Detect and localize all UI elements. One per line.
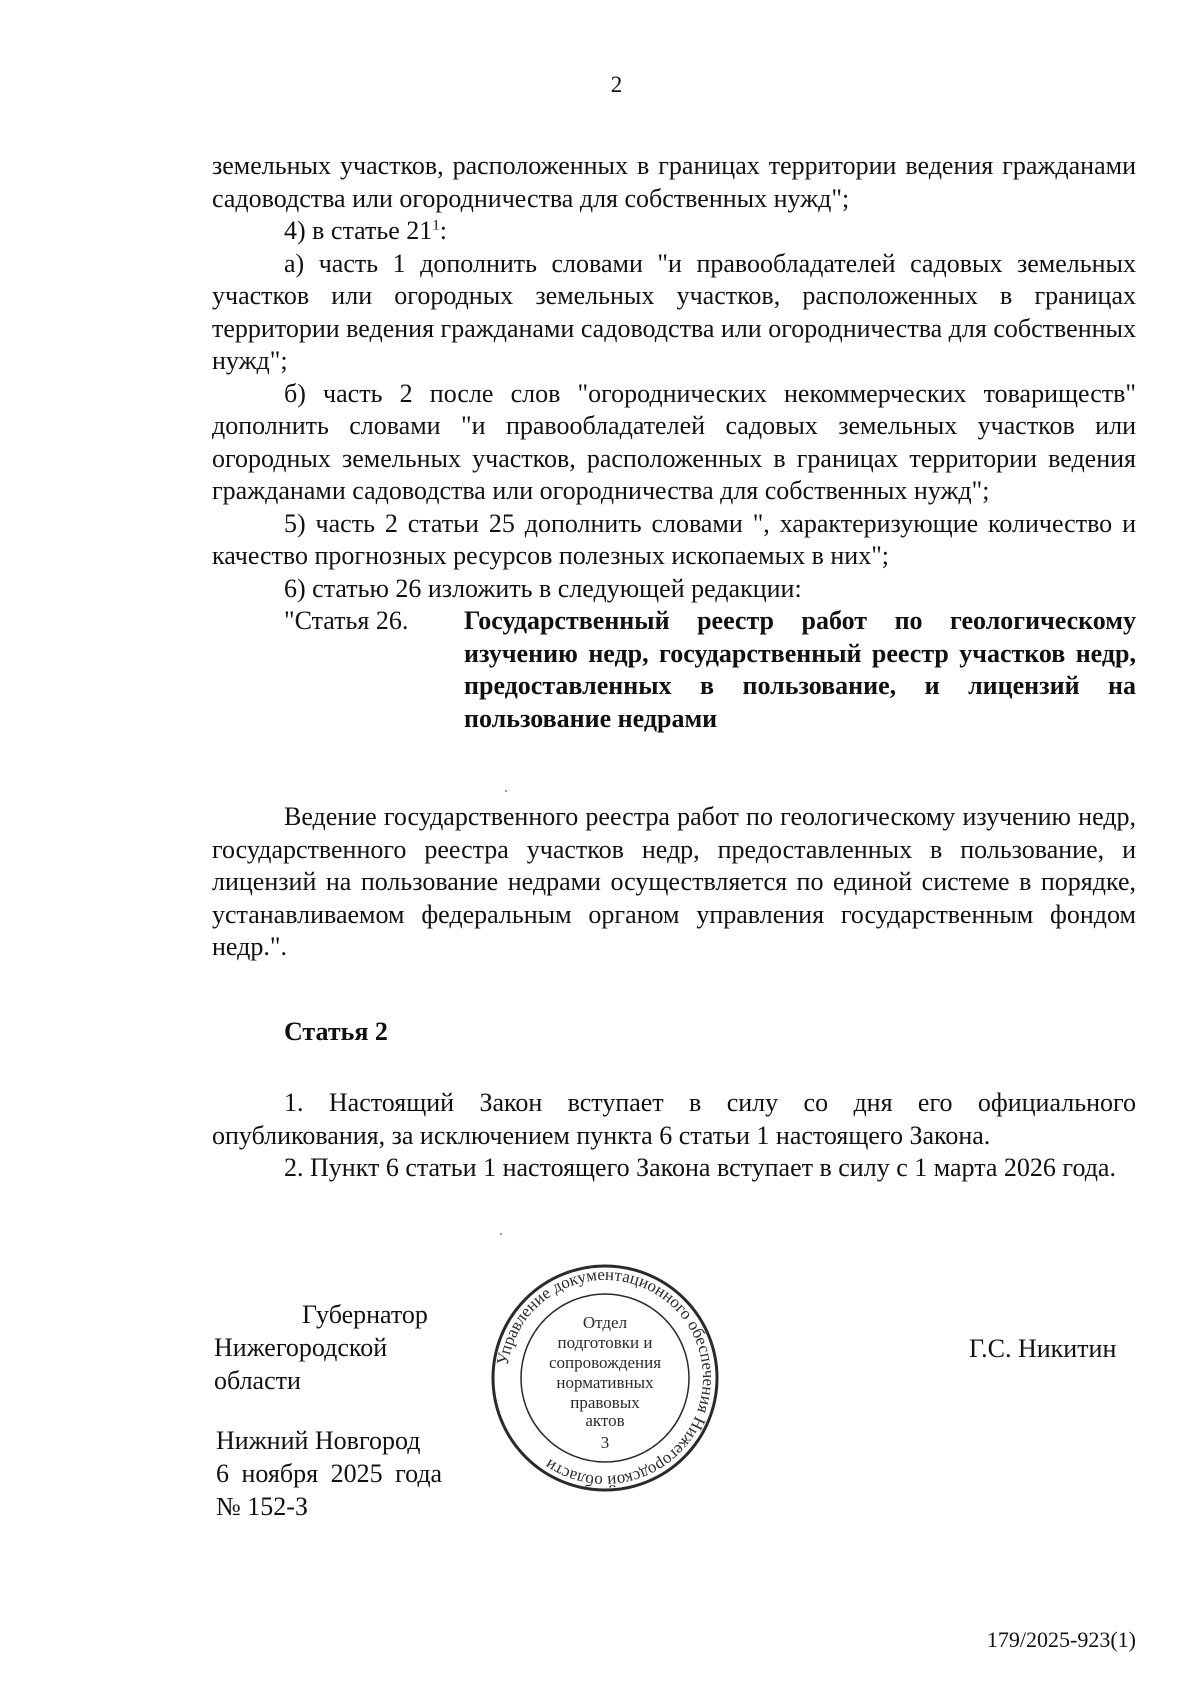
document-body (212, 150, 1136, 1185)
article-2-item-2: 2. Пункт 6 статьи 1 настоящего Закона вступает в силу с 1 марта 2026 года. (284, 1153, 1116, 1182)
signatory-title-line-2: Нижегородской области (214, 1333, 388, 1395)
paragraph-item-4 (212, 215, 1136, 248)
law-number: № 152-З (216, 1492, 308, 1521)
signatory-name: Г.С. Никитин (969, 1334, 1117, 1363)
signatory-title (214, 1298, 474, 1397)
seal-line-1: Отдел (582, 1313, 628, 1332)
superscript: 1 (432, 217, 440, 234)
document-code: 179/2025-923(1) (986, 1627, 1136, 1652)
law-date: 6 ноября 2025 года (216, 1459, 443, 1488)
seal-line-3: сопровождения (548, 1353, 662, 1372)
place-date-block (216, 1424, 442, 1523)
article-26-text: Ведение государственного реестра работ по геологическому изучению недр, государственного реестра участков недр, предоставленных в пользование, и лицензий на пользование недрами осуществляется по единой системе в порядке, устанавливаемом федеральным органом управления государственным фондом недр.". (212, 802, 1136, 961)
seal-line-4: нормативных (556, 1373, 654, 1392)
signatory-title-line-1: Губернатор (302, 1300, 428, 1329)
seal-line-6: актов (585, 1411, 625, 1430)
seal-line-5: правовых (570, 1393, 640, 1412)
paragraph-continuation: земельных участков, расположенных в границах территории ведения гражданами садоводства или огородничества для собственных нужд"; (212, 151, 1136, 213)
seal-number: 3 (600, 1433, 610, 1452)
article-26-heading (212, 605, 1136, 735)
signature-block (0, 1250, 1200, 1550)
article-26-title: Государственный реестр работ по геологическому изучению недр, государственный реестр участков недр, предоставленных в пользование, и лицензий на пользование недрами (464, 606, 1136, 733)
seal-outer-text: Управление документационного обеспечения Нижегородской области (492, 1264, 719, 1492)
page-number: 2 (610, 72, 623, 97)
paragraph-item-5: 5) часть 2 статьи 25 дополнить словами ", характеризующие количество и качество прогнозных ресурсов полезных ископаемых в них"; (212, 508, 1136, 570)
item-4-colon: : (439, 216, 448, 245)
official-seal-stamp (485, 1258, 725, 1498)
paragraph-subitem-b: б) часть 2 после слов "огороднических некоммерческих товариществ" дополнить словами "и правообладателей садовых земельных участков или огородных земельных участков, расположенных в границах территории ведения гражданами садоводства или огородничества для собственных нужд"; (212, 378, 1136, 505)
place-city: Нижний Новгород (216, 1426, 421, 1455)
seal-line-2: подготовки и (557, 1333, 653, 1352)
scan-speck (505, 790, 507, 792)
article-2-item-1: 1. Настоящий Закон вступает в силу со дня его официального опубликования, за исключением пункта 6 статьи 1 настоящего Закона. (212, 1088, 1136, 1150)
item-4-text: 4) в статье 21 (284, 216, 433, 245)
scan-speck (500, 1233, 502, 1235)
paragraph-subitem-a: а) часть 1 дополнить словами "и правообладателей садовых земельных участков или огородных земельных участков, расположенных в границах территории ведения гражданами садоводства или огородничества для собственных нужд"; (212, 248, 1136, 375)
article-2-heading: Статья 2 (284, 1016, 388, 1046)
article-26-number: "Статья 26. (284, 606, 409, 635)
paragraph-item-6: 6) статью 26 изложить в следующей редакции: (284, 573, 802, 603)
